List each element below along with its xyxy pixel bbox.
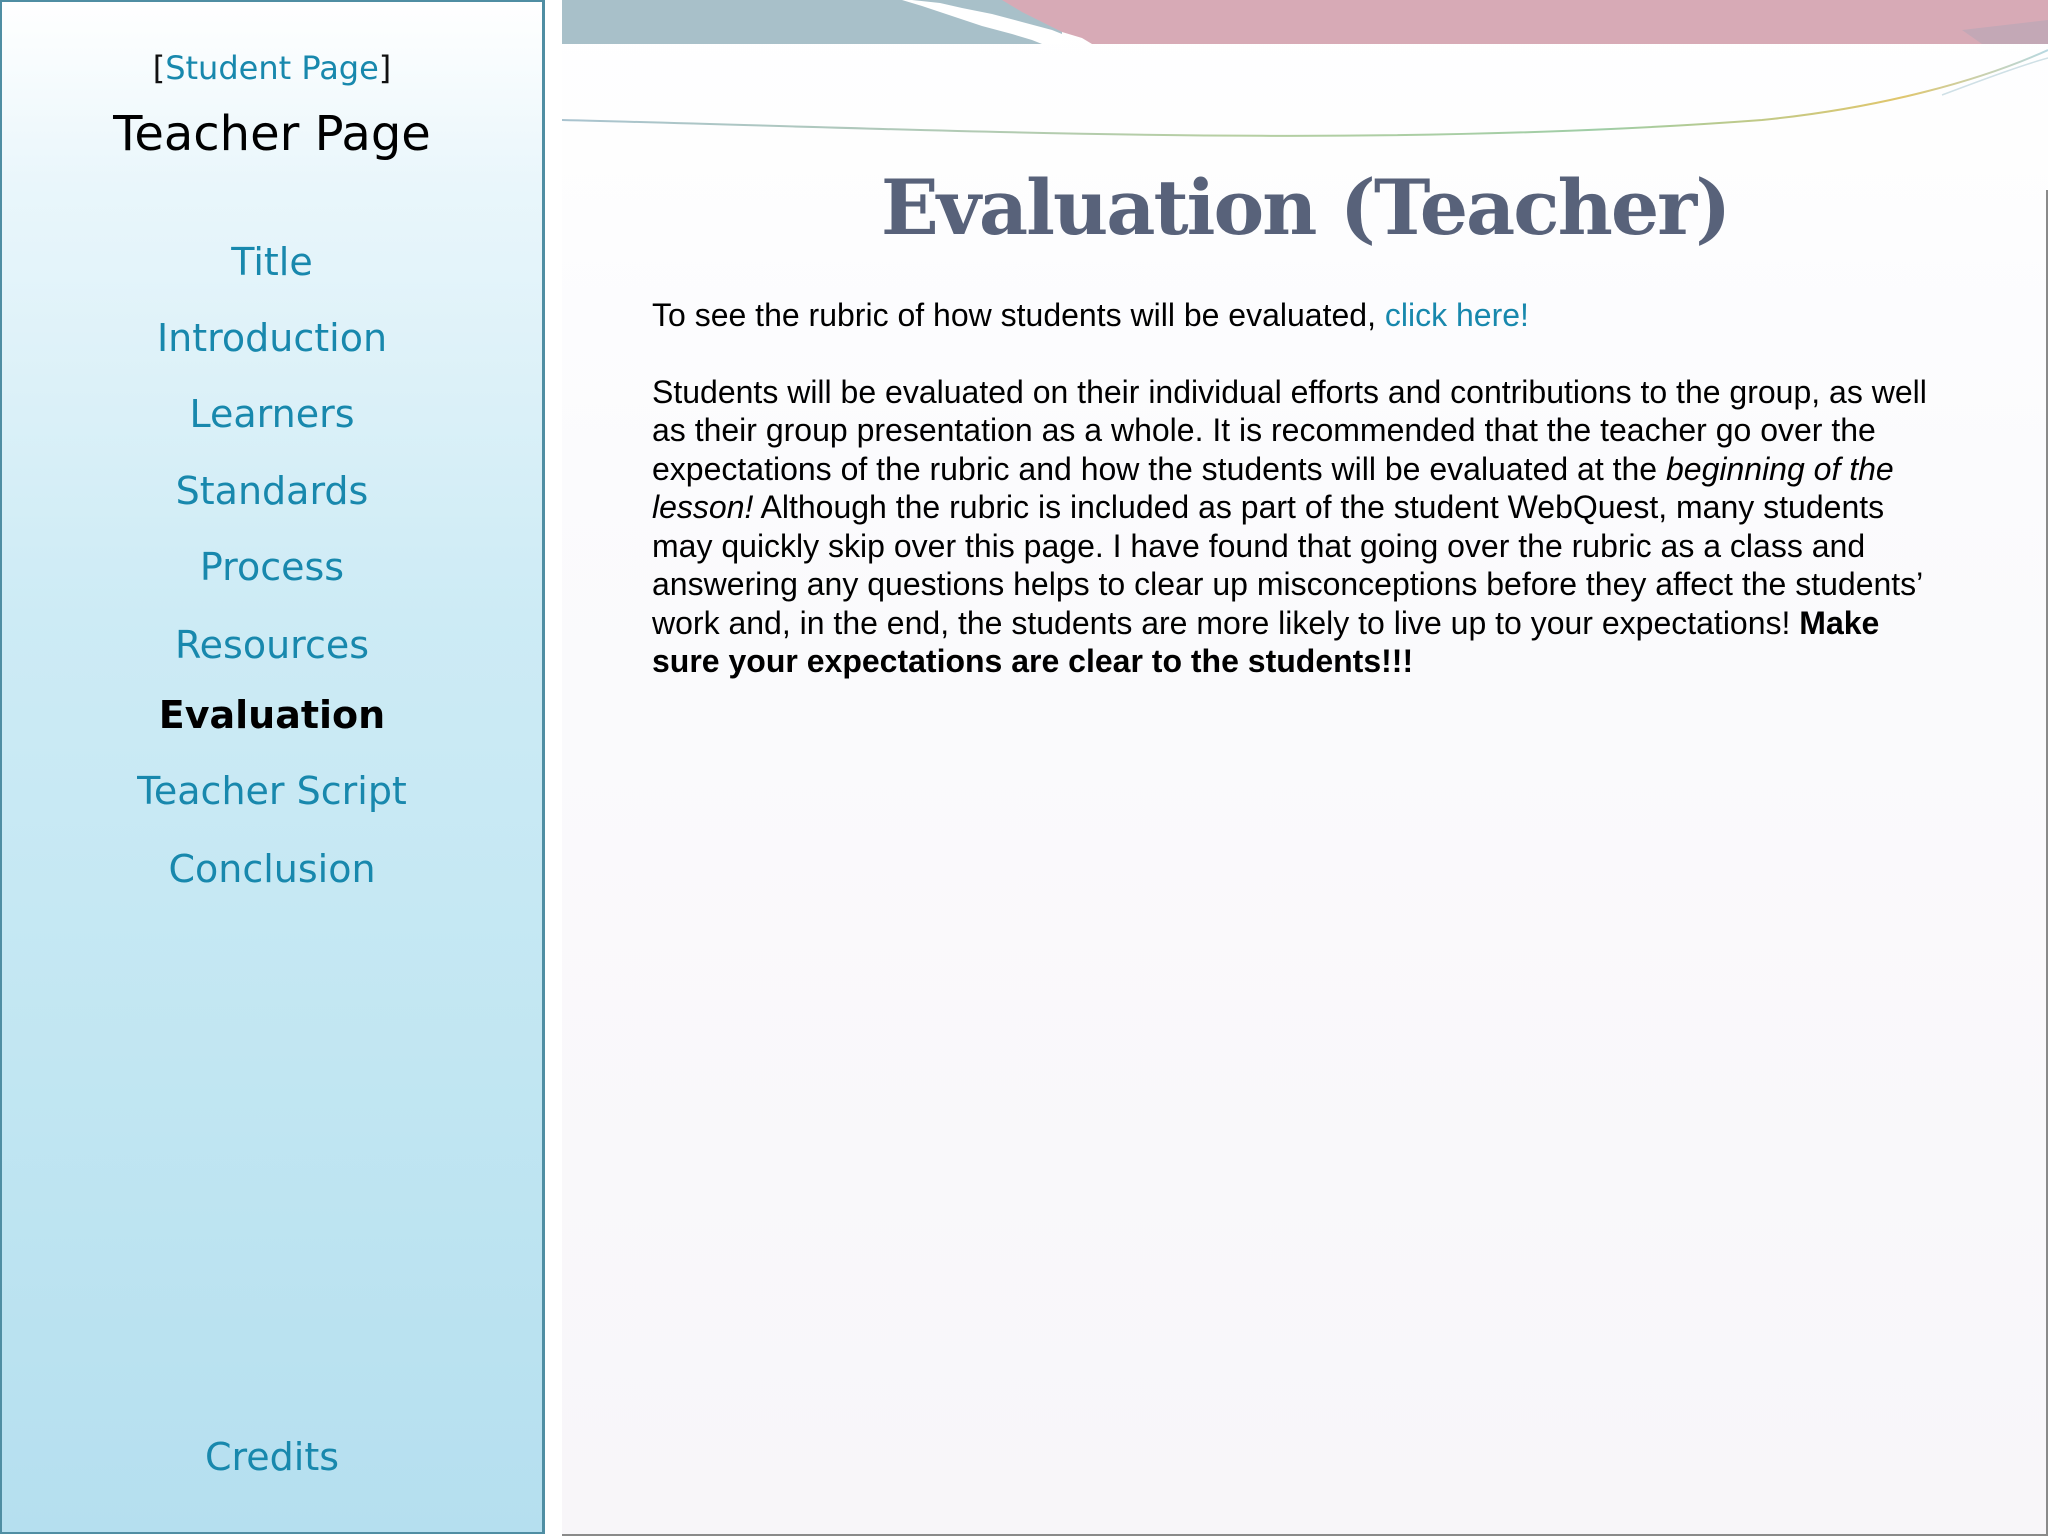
rubric-link[interactable]: click here! xyxy=(1384,297,1529,333)
content-body xyxy=(652,296,1952,681)
student-page-line: [Student Page] xyxy=(152,49,392,87)
nav-item-teacher-script[interactable]: Teacher Script xyxy=(137,769,407,813)
nav-item-standards[interactable]: Standards xyxy=(175,469,369,513)
nav-item-introduction[interactable]: Introduction xyxy=(156,316,388,360)
decorative-banner xyxy=(562,0,2048,150)
evaluation-paragraph: Students will be evaluated on their individual efforts and contributions to the group, as well as their group presentation as a whole. It is recommended that the teacher go over the expectations of the rubric and how the students will be evaluated at the beginning of the lesson! Although the rubric is included as part of the student WebQuest, many students may quickly skip over this page. I have found that going over the rubric as a class and answering any questions helps to clear up misconceptions before they affect the students’ work and, in the end, the students are more likely to live up to your expectations! Make sure your expectations are clear to the students!!! xyxy=(652,373,1927,679)
sidebar-nav xyxy=(0,0,545,1534)
nav-item-learners[interactable]: Learners xyxy=(189,392,355,436)
rubric-intro: To see the rubric of how students will be evaluated, click here! xyxy=(652,297,1529,333)
nav-item-evaluation: Evaluation xyxy=(158,693,386,737)
nav-item-credits[interactable]: Credits xyxy=(204,1435,340,1479)
nav-item-process[interactable]: Process xyxy=(199,545,345,589)
nav-item-title[interactable]: Title xyxy=(231,240,313,284)
nav-item-conclusion[interactable]: Conclusion xyxy=(168,847,376,891)
sidebar-title: Teacher Page xyxy=(113,106,431,162)
student-page-link[interactable]: Student Page xyxy=(165,49,379,87)
page-title: Evaluation (Teacher) xyxy=(880,163,1730,252)
nav-item-resources[interactable]: Resources xyxy=(174,623,370,667)
content-area xyxy=(562,0,2048,1536)
